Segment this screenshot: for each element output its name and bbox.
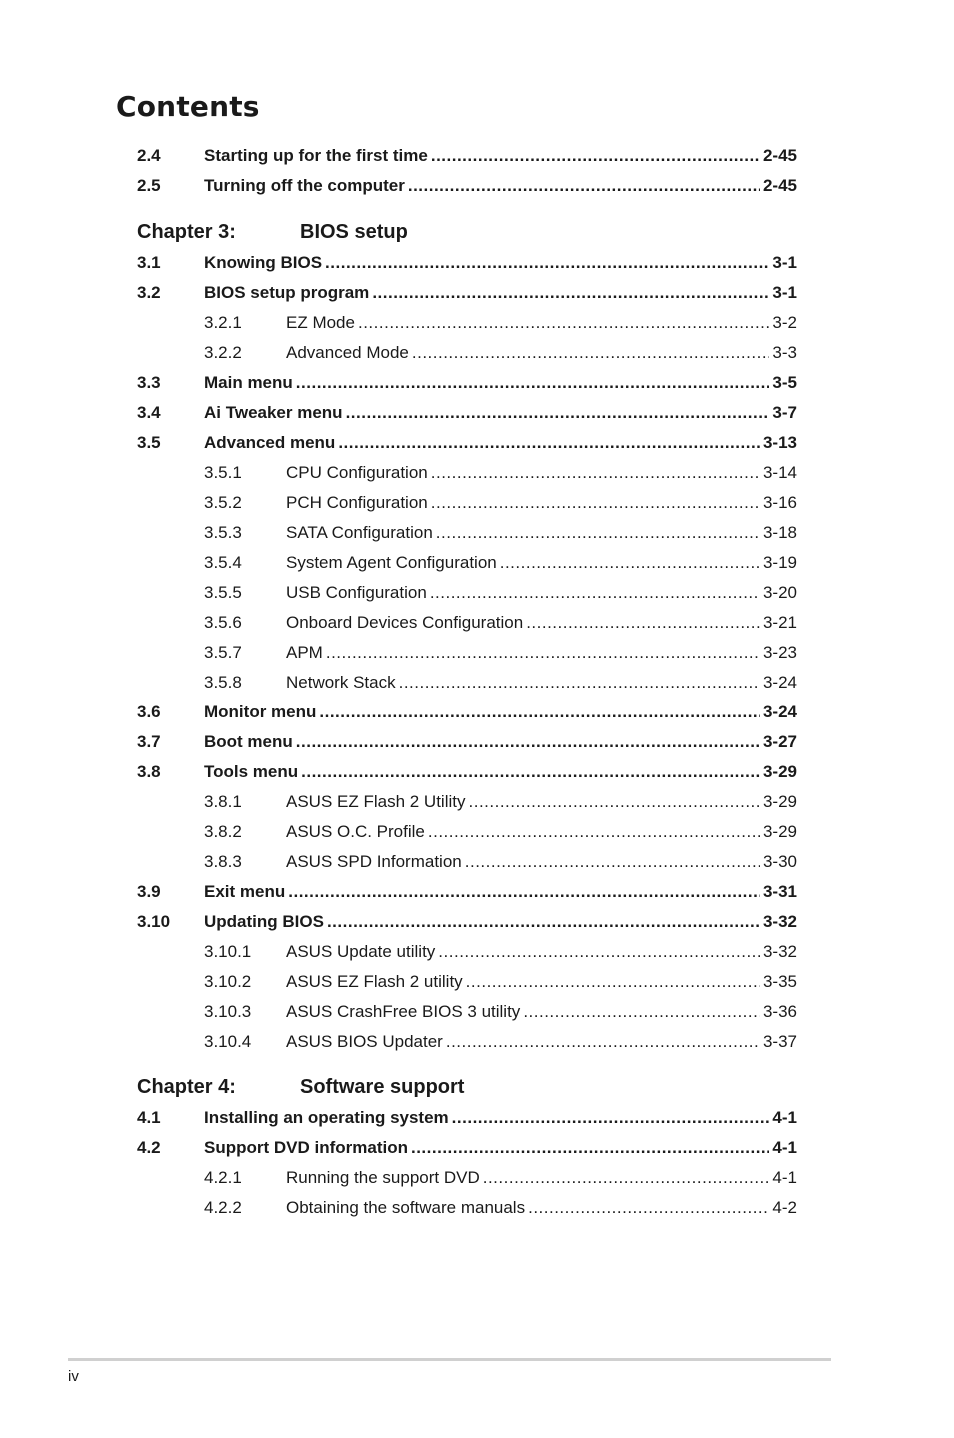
entry-number: 2.4: [137, 146, 161, 165]
chapter-label: Chapter 4:: [137, 1076, 236, 1098]
entry-number: 3.6: [137, 702, 161, 721]
toc-subsection-entry[interactable]: [204, 1001, 797, 1023]
entry-number: 3.8.2: [204, 822, 242, 841]
entry-title: Tools menu: [204, 762, 299, 781]
entry-page: 3-14: [762, 463, 797, 482]
entry-number: 3.5.4: [204, 553, 242, 572]
entry-number: 4.2: [137, 1138, 161, 1157]
toc-section-entry[interactable]: [137, 701, 797, 723]
entry-number: 3.10: [137, 912, 171, 931]
toc-subsection-entry[interactable]: [204, 492, 797, 514]
entry-page: 3-16: [762, 493, 797, 512]
dot-leader: [411, 1137, 769, 1159]
entry-number: 3.5.7: [204, 643, 242, 662]
toc-subsection-entry[interactable]: [204, 971, 797, 993]
toc-section-entry[interactable]: [137, 761, 797, 783]
dot-leader: [452, 1107, 770, 1129]
entry-title: ASUS O.C. Profile: [286, 822, 425, 841]
dot-leader: [325, 252, 769, 274]
entry-number: 3.2: [137, 283, 161, 302]
entry-number: 3.4: [137, 403, 161, 422]
toc-subsection-entry[interactable]: [204, 612, 797, 634]
entry-title: Obtaining the software manuals: [286, 1198, 526, 1217]
toc-section-entry[interactable]: [137, 1107, 797, 1129]
toc-subsection-entry[interactable]: [204, 522, 797, 544]
dot-leader: [438, 941, 760, 963]
toc-subsection-entry[interactable]: [204, 462, 797, 484]
toc-section-entry[interactable]: [137, 911, 797, 933]
entry-title: APM: [286, 643, 323, 662]
dot-leader: [412, 342, 770, 364]
entry-title: ASUS EZ Flash 2 utility: [286, 972, 463, 991]
dot-leader: [428, 821, 760, 843]
entry-number: 3.5.5: [204, 583, 242, 602]
chapter-heading: [137, 220, 408, 244]
entry-number: 3.8: [137, 762, 161, 781]
entry-page: 3-21: [762, 613, 797, 632]
dot-leader: [301, 761, 760, 783]
dot-leader: [358, 312, 769, 334]
entry-page: 3-35: [762, 972, 797, 991]
entry-page: 3-2: [772, 313, 797, 332]
toc-section-entry[interactable]: [137, 1137, 797, 1159]
entry-page: 3-37: [762, 1032, 797, 1051]
entry-page: 3-3: [772, 343, 797, 362]
toc-subsection-entry[interactable]: [204, 552, 797, 574]
dot-leader: [483, 1167, 770, 1189]
entry-title: Knowing BIOS: [204, 253, 323, 272]
entry-number: 3.5.6: [204, 613, 242, 632]
toc-subsection-entry[interactable]: [204, 941, 797, 963]
toc-subsection-entry[interactable]: [204, 1197, 797, 1219]
toc-section-entry[interactable]: [137, 731, 797, 753]
entry-page: 3-13: [762, 433, 797, 452]
entry-title: BIOS setup program: [204, 283, 370, 302]
entry-number: 3.2.1: [204, 313, 242, 332]
entry-title: Ai Tweaker menu: [204, 403, 343, 422]
entry-number: 3.5.2: [204, 493, 242, 512]
dot-leader: [372, 282, 769, 304]
dot-leader: [465, 851, 760, 873]
entry-page: 3-29: [762, 762, 797, 781]
dot-leader: [319, 701, 760, 723]
entry-page: 4-1: [772, 1108, 797, 1127]
entry-page: 3-7: [772, 403, 797, 422]
entry-number: 3.5.3: [204, 523, 242, 542]
entry-page: 4-2: [772, 1198, 797, 1217]
entry-title: Advanced Mode: [286, 343, 409, 362]
dot-leader: [326, 642, 760, 664]
entry-page: 3-31: [762, 882, 797, 901]
toc-subsection-entry[interactable]: [204, 1167, 797, 1189]
dot-leader: [338, 432, 760, 454]
entry-page: 3-20: [762, 583, 797, 602]
entry-page: 3-30: [762, 852, 797, 871]
entry-title: Installing an operating system: [204, 1108, 449, 1127]
entry-title: Exit menu: [204, 882, 286, 901]
page-title: Contents: [116, 90, 260, 123]
dot-leader: [431, 492, 760, 514]
entry-title: Support DVD information: [204, 1138, 408, 1157]
chapter-heading: [137, 1075, 464, 1099]
entry-page: 3-23: [762, 643, 797, 662]
dot-leader: [408, 175, 760, 197]
chapter-title: BIOS setup: [300, 221, 408, 243]
chapter-title: Software support: [300, 1076, 465, 1098]
toc-subsection-entry[interactable]: [204, 342, 797, 364]
toc-subsection-entry[interactable]: [204, 1031, 797, 1053]
toc-section-entry[interactable]: [137, 402, 797, 424]
dot-leader: [436, 522, 760, 544]
toc-section-entry[interactable]: [137, 881, 797, 903]
toc-section-entry[interactable]: [137, 372, 797, 394]
toc-subsection-entry[interactable]: [204, 851, 797, 873]
dot-leader: [430, 582, 760, 604]
dot-leader: [327, 911, 760, 933]
dot-leader: [296, 731, 760, 753]
toc-subsection-entry[interactable]: [204, 312, 797, 334]
toc-subsection-entry[interactable]: [204, 791, 797, 813]
entry-title: Main menu: [204, 373, 293, 392]
entry-number: 4.2.2: [204, 1198, 242, 1217]
dot-leader: [296, 372, 770, 394]
entry-page: 3-32: [762, 942, 797, 961]
entry-title: ASUS SPD Information: [286, 852, 462, 871]
dot-leader: [431, 145, 760, 167]
entry-page: 4-1: [772, 1168, 797, 1187]
toc-subsection-entry[interactable]: [204, 582, 797, 604]
entry-title: ASUS EZ Flash 2 Utility: [286, 792, 466, 811]
entry-page: 3-32: [762, 912, 797, 931]
dot-leader: [466, 971, 760, 993]
toc-section-entry[interactable]: [137, 432, 797, 454]
entry-number: 3.7: [137, 732, 161, 751]
entry-title: Network Stack: [286, 673, 396, 692]
toc-subsection-entry[interactable]: [204, 821, 797, 843]
chapter-label: Chapter 3:: [137, 221, 236, 243]
entry-title: SATA Configuration: [286, 523, 433, 542]
entry-page: 4-1: [772, 1138, 797, 1157]
entry-number: 3.10.2: [204, 972, 252, 991]
toc-section-entry[interactable]: [137, 282, 797, 304]
entry-title: ASUS CrashFree BIOS 3 utility: [286, 1002, 521, 1021]
toc-subsection-entry[interactable]: [204, 672, 797, 694]
toc-section-entry[interactable]: [137, 252, 797, 274]
dot-leader: [446, 1031, 760, 1053]
entry-page: 3-24: [762, 702, 797, 721]
entry-number: 3.2.2: [204, 343, 242, 362]
toc-section-entry[interactable]: [137, 145, 797, 167]
entry-number: 3.10.1: [204, 942, 252, 961]
entry-title: Updating BIOS: [204, 912, 324, 931]
entry-page: 3-29: [762, 792, 797, 811]
entry-page: 3-1: [772, 253, 797, 272]
dot-leader: [431, 462, 760, 484]
entry-page: 3-27: [762, 732, 797, 751]
entry-title: Advanced menu: [204, 433, 336, 452]
entry-title: PCH Configuration: [286, 493, 428, 512]
entry-page: 2-45: [762, 176, 797, 195]
dot-leader: [500, 552, 760, 574]
entry-number: 3.5: [137, 433, 161, 452]
entry-title: Turning off the computer: [204, 176, 405, 195]
entry-number: 2.5: [137, 176, 161, 195]
entry-page: 3-19: [762, 553, 797, 572]
entry-title: EZ Mode: [286, 313, 355, 332]
entry-number: 3.5.1: [204, 463, 242, 482]
entry-number: 3.8.1: [204, 792, 242, 811]
entry-title: ASUS BIOS Updater: [286, 1032, 443, 1051]
entry-title: USB Configuration: [286, 583, 427, 602]
entry-page: 3-24: [762, 673, 797, 692]
entry-number: 3.9: [137, 882, 161, 901]
dot-leader: [399, 672, 760, 694]
entry-title: CPU Configuration: [286, 463, 428, 482]
dot-leader: [288, 881, 760, 903]
entry-title: Monitor menu: [204, 702, 317, 721]
toc-subsection-entry[interactable]: [204, 642, 797, 664]
entry-number: 3.5.8: [204, 673, 242, 692]
entry-page: 3-1: [772, 283, 797, 302]
entry-page: 3-36: [762, 1002, 797, 1021]
entry-title: Starting up for the first time: [204, 146, 428, 165]
entry-page: 3-29: [762, 822, 797, 841]
dot-leader: [346, 402, 770, 424]
dot-leader: [528, 1197, 769, 1219]
entry-number: 3.8.3: [204, 852, 242, 871]
entry-number: 4.2.1: [204, 1168, 242, 1187]
toc-section-entry[interactable]: [137, 175, 797, 197]
footer-divider: [68, 1358, 831, 1361]
entry-number: 3.10.4: [204, 1032, 252, 1051]
entry-title: ASUS Update utility: [286, 942, 436, 961]
entry-page: 2-45: [762, 146, 797, 165]
dot-leader: [526, 612, 760, 634]
entry-title: Boot menu: [204, 732, 293, 751]
page-number: iv: [68, 1368, 79, 1385]
entry-number: 4.1: [137, 1108, 161, 1127]
entry-title: System Agent Configuration: [286, 553, 497, 572]
entry-number: 3.3: [137, 373, 161, 392]
entry-title: Running the support DVD: [286, 1168, 480, 1187]
entry-page: 3-18: [762, 523, 797, 542]
entry-number: 3.10.3: [204, 1002, 252, 1021]
entry-number: 3.1: [137, 253, 161, 272]
entry-page: 3-5: [772, 373, 797, 392]
dot-leader: [469, 791, 760, 813]
entry-title: Onboard Devices Configuration: [286, 613, 524, 632]
dot-leader: [523, 1001, 760, 1023]
